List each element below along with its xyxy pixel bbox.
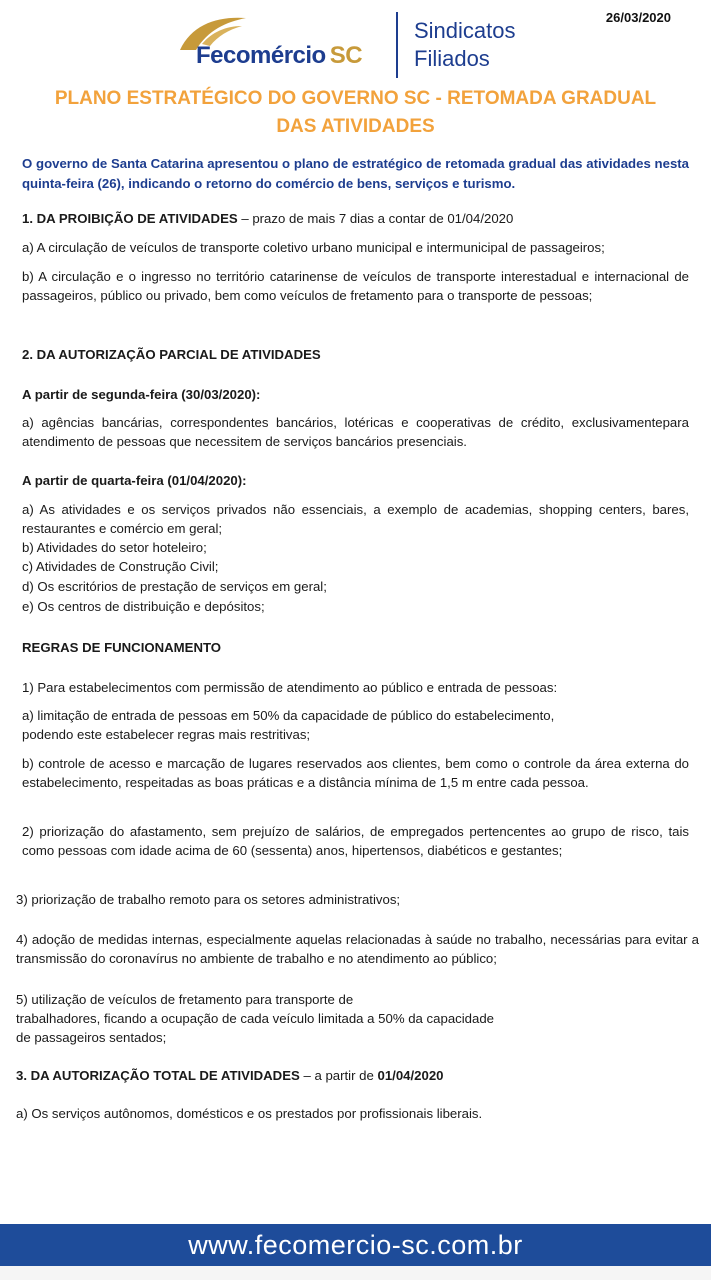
section2-sub2-item-e: e) Os centros de distribuição e depósitos; xyxy=(22,599,265,614)
section1-heading xyxy=(22,209,689,228)
section1-item-b: b) A circulação e o ingresso no território catarinense de veículos de transporte interestadual e internacional de passageiros, público ou privado, bem como veículos de fretamento para o transporte de pessoas; xyxy=(22,269,689,303)
footer-url[interactable]: www.fecomercio-sc.com.br xyxy=(188,1230,523,1260)
rule-2: 2) priorização do afastamento, sem prejuízo de salários, de empregados pertencentes ao grupo de risco, tais como pessoas com idade acima de 60 (sessenta) anos, hipertensos, diabéticos e gestantes; xyxy=(22,824,689,858)
section2-sub2-item-d: d) Os escritórios de prestação de serviços em geral; xyxy=(22,579,327,594)
section3-heading-date: 01/04/2020 xyxy=(377,1068,444,1083)
rule-3: 3) priorização de trabalho remoto para os setores administrativos; xyxy=(16,892,401,907)
logo xyxy=(196,42,362,70)
section2-sub2: A partir de quarta-feira (01/04/2020): xyxy=(22,473,247,488)
section3-heading-mid: – a partir de xyxy=(299,1068,378,1083)
footer-url-banner xyxy=(0,1224,711,1266)
intro-paragraph: O governo de Santa Catarina apresentou o plano de estratégico de retomada gradual das atividades nesta quinta-feira (26), indicando o retorno do comércio de bens, serviços e turismo. xyxy=(22,156,689,191)
rule-1: 1) Para estabelecimentos com permissão de atendimento ao público e entrada de pessoas: xyxy=(22,680,558,695)
header xyxy=(0,0,711,84)
rules-heading: REGRAS DE FUNCIONAMENTO xyxy=(22,640,222,655)
rule-1a-line2: podendo este estabelecer regras mais restritivas; xyxy=(22,727,311,742)
section2-sub2-item-c: c) Atividades de Construção Civil; xyxy=(22,559,219,574)
section3-item-a: a) Os serviços autônomos, domésticos e os prestados por profissionais liberais. xyxy=(16,1106,483,1121)
rule-5-line3: de passageiros sentados; xyxy=(16,1030,167,1045)
document-date: 26/03/2020 xyxy=(605,10,671,25)
logo-suffix: SC xyxy=(329,42,363,69)
footer-strip xyxy=(0,1266,711,1280)
section2-sub1: A partir de segunda-feira (30/03/2020): xyxy=(22,387,261,402)
section2-sub2-item-a: a) As atividades e os serviços privados não essenciais, a exemplo de academias, shopping centers, bares, restaurantes e comércio em geral; xyxy=(22,502,689,536)
rule-5-line1: 5) utilização de veículos de fretamento para transporte de xyxy=(16,992,354,1007)
rule-4: 4) adoção de medidas internas, especialmente aquelas relacionadas à saúde no trabalho, necessárias para evitar a transmissão do coronavírus no ambiente de trabalho e no atendimento ao público; xyxy=(16,932,699,966)
logo-divider xyxy=(396,12,398,78)
rule-5-line2: trabalhadores, ficando a ocupação de cada veículo limitada a 50% da capacidade xyxy=(16,1011,495,1026)
section1-heading-deadline: – prazo de mais 7 dias a contar de 01/04/2020 xyxy=(237,211,514,226)
section1-heading-title: 1. DA PROIBIÇÃO DE ATIVIDADES xyxy=(22,211,238,226)
section2-sub1-item: a) agências bancárias, correspondentes bancários, lotéricas e cooperativas de crédito, exclusivamentepara atendimento de pessoas que necessitem de serviços bancários presenciais. xyxy=(22,415,689,449)
document-title: PLANO ESTRATÉGICO DO GOVERNO SC - RETOMADA GRADUAL DAS ATIVIDADES xyxy=(54,88,657,137)
section1-item-a: a) A circulação de veículos de transporte coletivo urbano municipal e intermunicipal de passageiros; xyxy=(22,240,605,255)
rule-1a-line1: a) limitação de entrada de pessoas em 50% da capacidade de público do estabelecimento, xyxy=(22,708,555,723)
rule-1b: b) controle de acesso e marcação de lugares reservados aos clientes, bem como o controle da área externa do estabelecimento, respeitadas as boas práticas e a distância mínima de 1,5 m entre cada pessoa. xyxy=(22,756,689,790)
sindicatos-label: Sindicatos xyxy=(414,18,516,43)
section2-heading: 2. DA AUTORIZAÇÃO PARCIAL DE ATIVIDADES xyxy=(22,347,321,362)
section2-sub2-item-b: b) Atividades do setor hoteleiro; xyxy=(22,540,207,555)
logo-name: Fecomércio xyxy=(196,42,326,69)
section3-heading-title: 3. DA AUTORIZAÇÃO TOTAL DE ATIVIDADES xyxy=(16,1068,300,1083)
filiados-label: Filiados xyxy=(414,46,490,71)
section3-heading xyxy=(16,1066,699,1085)
